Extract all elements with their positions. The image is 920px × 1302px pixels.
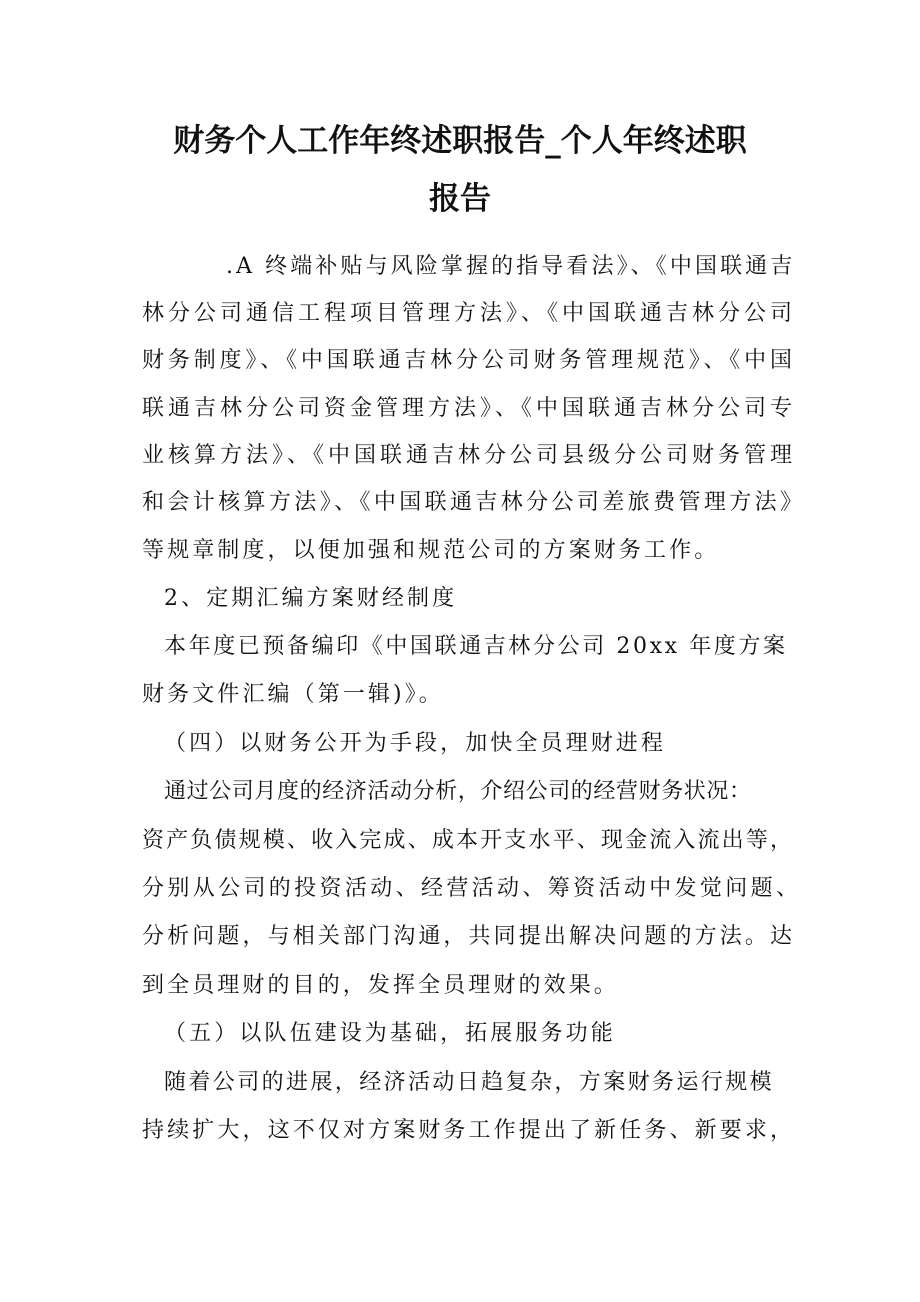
body-line-7: 等规章制度，以便加强和规范公司的方案财务工作。 (142, 538, 720, 563)
body-line-2: 林分公司通信工程项目管理方法》、《中国联通吉林分公司 (142, 301, 792, 326)
section-heading-five: （五）以队伍建设为基础，拓展服务功能 (164, 1021, 616, 1046)
body-line-6: 和会计核算方法》、《中国联通吉林分公司差旅费管理方法》 (142, 490, 802, 515)
section-heading-2: 2、定期汇编方案财经制度 (164, 586, 458, 611)
body-line-14: 分别从公司的投资活动、经营活动、筹资活动中发觉问题、 (142, 876, 798, 901)
document-title-line-1: 财务个人工作年终述职报告_个人年终述职 (173, 123, 747, 159)
body-line-18: 随着公司的进展，经济活动日趋复杂，方案财务运行规模 (164, 1070, 775, 1095)
body-line-13: 资产负债规模、收入完成、成本开支水平、现金流入流出等， (142, 828, 792, 853)
body-line-19: 持续扩大，这不仅对方案财务工作提出了新任务、新要求， (142, 1118, 792, 1143)
body-line-9: 本年度已预备编印《中国联通吉林分公司 20xx 年度方案 (164, 634, 788, 659)
document-title-line-2: 报告 (429, 181, 491, 217)
body-line-3: 财务制度》、《中国联通吉林分公司财务管理规范》、《中国 (142, 348, 792, 373)
body-line-15: 分析问题，与相关部门沟通，共同提出解决问题的方法。达 (142, 924, 792, 949)
body-line-16: 到全员理财的目的，发挥全员理财的效果。 (142, 973, 619, 998)
body-line-10: 财务文件汇编（第一辑)》。 (142, 682, 444, 707)
body-line-1: .A 终端补贴与风险掌握的指导看法》、《中国联通吉 (226, 254, 796, 279)
body-line-4: 联通吉林分公司资金管理方法》、《中国联通吉林分公司专 (142, 396, 792, 421)
body-line-5: 业核算方法》、《中国联通吉林分公司县级分公司财务管理 (142, 443, 792, 468)
body-line-12: 通过公司月度的经济活动分析，介绍公司的经营财务状况： (164, 779, 752, 804)
section-heading-four: （四）以财务公开为手段，加快全员理财进程 (164, 731, 667, 756)
